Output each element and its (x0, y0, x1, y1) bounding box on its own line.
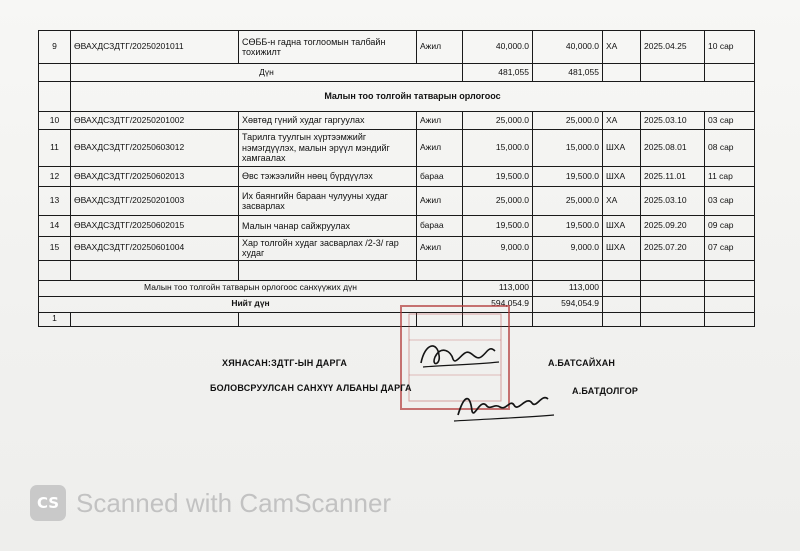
grand-total-label: Нийт дүн (39, 296, 463, 312)
table-row (39, 187, 755, 216)
row-name: Тарилга туулгын хүртээмжийг нэмэгдүүлэх, малын эрүүл мэндийг хамгаалах (239, 130, 417, 167)
row-type: бараа (417, 167, 463, 187)
row-code: ӨВАХДСЗДТГ/20250201002 (71, 112, 239, 130)
subtotal-amount-2: 481,055 (533, 64, 603, 82)
row-method: ШХА (603, 167, 641, 187)
row-date: 2025.11.01 (641, 167, 705, 187)
section-total-row (39, 280, 755, 296)
row-number: 1 (39, 312, 71, 326)
row-type: Ажил (417, 112, 463, 130)
section-total-amount-2: 113,000 (533, 280, 603, 296)
row-date: 2025.03.10 (641, 187, 705, 216)
section-total-amount: 113,000 (463, 280, 533, 296)
subtotal-label: Дүн (71, 64, 463, 82)
row-amount: 9,000.0 (463, 237, 533, 261)
row-code: ӨВАХДСЗДТГ/20250201011 (71, 31, 239, 64)
row-number: 15 (39, 237, 71, 261)
row-method: ШХА (603, 216, 641, 237)
row-duration: 08 сар (705, 130, 755, 167)
row-name: Малын чанар сайжруулах (239, 216, 417, 237)
row-method: ХА (603, 187, 641, 216)
camscanner-text: Scanned with CamScanner (76, 487, 392, 518)
table-row (39, 237, 755, 261)
row-code: ӨВАХДСЗДТГ/20250602013 (71, 167, 239, 187)
row-number: 13 (39, 187, 71, 216)
row-duration: 09 сар (705, 216, 755, 237)
grand-total-amount-2: 594,054.9 (533, 296, 603, 312)
subtotal-row (39, 64, 755, 82)
row-duration: 03 сар (705, 112, 755, 130)
row-number: 10 (39, 112, 71, 130)
row-amount: 15,000.0 (463, 130, 533, 167)
signature-2 (450, 385, 560, 427)
row-number: 11 (39, 130, 71, 167)
row-number: 9 (39, 31, 71, 64)
camscanner-watermark (30, 485, 391, 521)
empty-row (39, 260, 755, 280)
row-method: ШХА (603, 130, 641, 167)
row-name: Өвс тэжээлийн нөөц бүрдүүлэх (239, 167, 417, 187)
table-row (39, 31, 755, 64)
row-method: ХА (603, 112, 641, 130)
row-type: Ажил (417, 187, 463, 216)
section-header-row (39, 82, 755, 112)
reviewer-title: ХЯНАСАН:ЗДТГ-ЫН ДАРГА (222, 358, 348, 368)
subtotal-amount: 481,055 (463, 64, 533, 82)
preparer-name: А.БАТДОЛГОР (572, 386, 639, 396)
row-amount-2: 19,500.0 (533, 167, 603, 187)
row-amount-2: 15,000.0 (533, 130, 603, 167)
row-amount-2: 40,000.0 (533, 31, 603, 64)
row-method: ХА (603, 31, 641, 64)
preparer-title: БОЛОВСРУУЛСАН САНХҮҮ АЛБАНЫ ДАРГА (210, 383, 412, 393)
signature-1 (415, 335, 505, 375)
row-type: бараа (417, 216, 463, 237)
table-row (39, 130, 755, 167)
row-duration: 03 сар (705, 187, 755, 216)
row-date: 2025.03.10 (641, 112, 705, 130)
row-date: 2025.07.20 (641, 237, 705, 261)
row-type: Ажил (417, 130, 463, 167)
camscanner-logo-icon (30, 485, 66, 521)
table-row (39, 167, 755, 187)
row-code: ӨВАХДСЗДТГ/20250603012 (71, 130, 239, 167)
row-amount-2: 19,500.0 (533, 216, 603, 237)
row-amount: 25,000.0 (463, 112, 533, 130)
row-code: ӨВАХДСЗДТГ/20250201003 (71, 187, 239, 216)
row-code: ӨВАХДСЗДТГ/20250601004 (71, 237, 239, 261)
row-name: Хар толгойн худаг засварлах /2-3/ гар худаг (239, 237, 417, 261)
row-amount: 25,000.0 (463, 187, 533, 216)
row-name: Хөвтөд гүний худаг гаргуулах (239, 112, 417, 130)
row-date: 2025.08.01 (641, 130, 705, 167)
row-number: 14 (39, 216, 71, 237)
row-code: ӨВАХДСЗДТГ/20250602015 (71, 216, 239, 237)
table-row (39, 112, 755, 130)
row-amount-2: 25,000.0 (533, 187, 603, 216)
row-type: Ажил (417, 31, 463, 64)
reviewer-name: А.БАТСАЙХАН (548, 358, 616, 368)
row-amount: 19,500.0 (463, 216, 533, 237)
section-total-label: Малын тоо толгойн татварын орлогоос санхүүжих дүн (39, 280, 463, 296)
grand-total-amount: 594,054.9 (463, 296, 533, 312)
row-duration: 10 сар (705, 31, 755, 64)
row-amount: 40,000.0 (463, 31, 533, 64)
procurement-table (38, 30, 755, 327)
row-number: 12 (39, 167, 71, 187)
row-date: 2025.09.20 (641, 216, 705, 237)
row-type: Ажил (417, 237, 463, 261)
row-amount: 19,500.0 (463, 167, 533, 187)
section-title: Малын тоо толгойн татварын орлогоос (71, 82, 755, 112)
row-date: 2025.04.25 (641, 31, 705, 64)
row-name: Их баянгийн бараан чулууны худаг засварлах (239, 187, 417, 216)
table-row (39, 216, 755, 237)
row-method: ШХА (603, 237, 641, 261)
row-name: СӨББ-н гадна тоглоомын талбайн тохижилт (239, 31, 417, 64)
camscanner-logo-text: CS (36, 494, 60, 512)
row-duration: 11 сар (705, 167, 755, 187)
row-amount-2: 9,000.0 (533, 237, 603, 261)
row-amount-2: 25,000.0 (533, 112, 603, 130)
row-duration: 07 сар (705, 237, 755, 261)
